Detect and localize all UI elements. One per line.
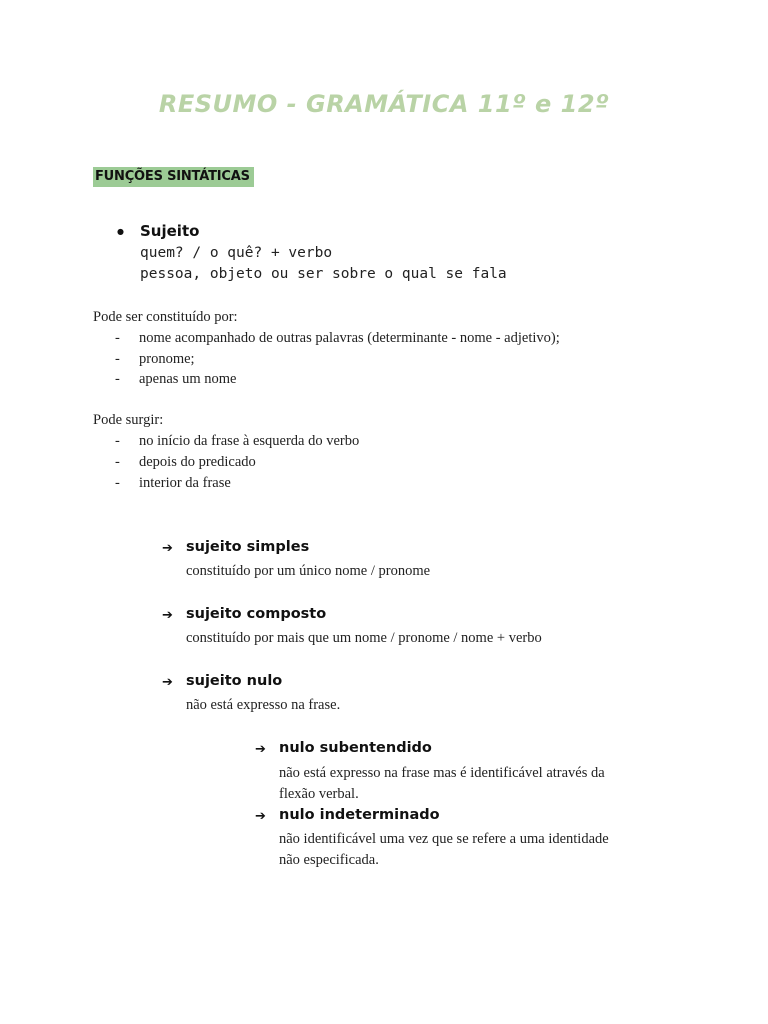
tipo-label: sujeito composto <box>186 606 327 622</box>
dash-marker: - <box>115 371 120 387</box>
arrow-icon: ➔ <box>162 541 173 556</box>
section-heading: FUNÇÕES SINTÁTICAS <box>93 167 254 187</box>
constituido-item: pronome; <box>139 351 195 367</box>
document-title: RESUMO - GRAMÁTICA 11º e 12º <box>158 90 610 118</box>
nulo-desc: não está expresso na frase mas é identificável através da <box>279 765 605 781</box>
surgir-intro: Pode surgir: <box>93 412 164 428</box>
sujeito-line2: pessoa, objeto ou ser sobre o qual se fala <box>140 266 507 282</box>
sujeito-label: Sujeito <box>140 222 200 240</box>
arrow-icon: ➔ <box>162 675 173 690</box>
nulo-label: nulo indeterminado <box>279 807 440 823</box>
tipo-label: sujeito simples <box>186 539 310 555</box>
tipo-desc: não está expresso na frase. <box>186 697 341 713</box>
tipo-desc: constituído por um único nome / pronome <box>186 563 431 579</box>
dash-marker: - <box>115 330 120 346</box>
tipo-label: sujeito nulo <box>186 673 283 689</box>
nulo-desc: não especificada. <box>279 852 379 868</box>
dash-marker: - <box>115 351 120 367</box>
nulo-label: nulo subentendido <box>279 740 432 756</box>
arrow-icon: ➔ <box>255 742 266 757</box>
constituido-intro: Pode ser constituído por: <box>93 309 238 325</box>
surgir-item: no início da frase à esquerda do verbo <box>139 433 360 449</box>
arrow-icon: ➔ <box>255 809 266 824</box>
sujeito-line1: quem? / o quê? + verbo <box>140 245 333 261</box>
surgir-item: interior da frase <box>139 475 231 491</box>
bullet-icon: ● <box>117 227 124 236</box>
dash-marker: - <box>115 433 120 449</box>
tipo-desc: constituído por mais que um nome / pronome / nome + verbo <box>186 630 542 646</box>
arrow-icon: ➔ <box>162 608 173 623</box>
dash-marker: - <box>115 454 120 470</box>
dash-marker: - <box>115 475 120 491</box>
nulo-desc: flexão verbal. <box>279 786 359 802</box>
constituido-item: nome acompanhado de outras palavras (determinante - nome - adjetivo); <box>139 330 560 346</box>
nulo-desc: não identificável uma vez que se refere a uma identidade <box>279 831 609 847</box>
surgir-item: depois do predicado <box>139 454 256 470</box>
constituido-item: apenas um nome <box>139 371 237 387</box>
